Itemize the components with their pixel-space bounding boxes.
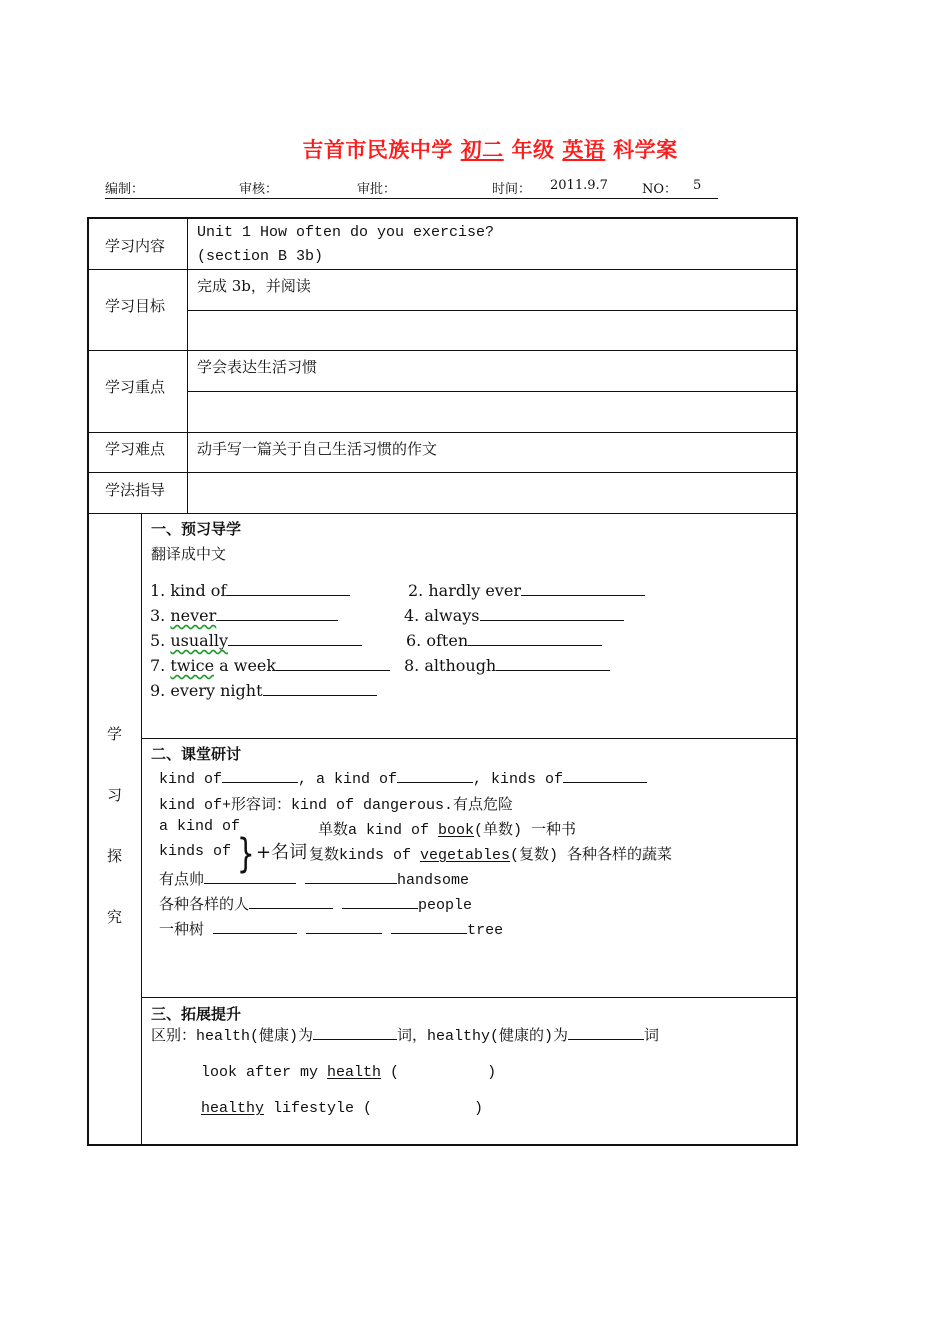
explore-char: 学	[107, 725, 123, 743]
section3-heading: 三、拓展提升	[151, 1005, 242, 1023]
answer-blank[interactable]	[313, 1025, 397, 1040]
table-border-right	[796, 217, 798, 1146]
row-line	[187, 391, 798, 392]
row-line	[87, 472, 798, 473]
answer-blank[interactable]	[228, 631, 362, 646]
vocab-item: 1. kind of	[150, 581, 350, 600]
s2-line2: kind of+形容词：kind of dangerous.有点危险	[159, 797, 514, 814]
row-line	[87, 269, 798, 270]
content-line1: Unit 1 How often do you exercise?	[197, 224, 495, 241]
s2-line3-right: 单数a kind of book(单数) 一种书	[318, 822, 577, 839]
difficulty-text: 动手写一篇关于自己生活习惯的作文	[197, 440, 438, 458]
answer-blank[interactable]	[397, 768, 473, 783]
section-line	[141, 738, 798, 739]
focus-label: 学习重点	[105, 378, 166, 396]
answer-blank[interactable]	[521, 581, 645, 596]
s3-line2: look after my health ( )	[201, 1064, 497, 1081]
explore-divider	[141, 513, 142, 1145]
answer-blank[interactable]	[213, 919, 297, 934]
goal-label: 学习目标	[105, 297, 166, 315]
no-value: 5	[693, 178, 702, 193]
method-label: 学法指导	[105, 481, 166, 499]
answer-blank[interactable]	[468, 631, 602, 646]
answer-blank[interactable]	[263, 681, 377, 696]
answer-blank[interactable]	[391, 919, 467, 934]
row-line	[87, 432, 798, 433]
vocab-item: 5. usually	[150, 631, 362, 650]
section1-instruction: 翻译成中文	[151, 545, 227, 563]
section1-heading: 一、预习导学	[151, 520, 242, 538]
explore-char: 究	[107, 908, 123, 926]
reviewer-label: 审核：	[239, 182, 279, 197]
answer-blank[interactable]	[496, 656, 610, 671]
answer-blank[interactable]	[226, 581, 350, 596]
approver-label: 审批：	[357, 182, 397, 197]
s2-line5: 有点帅 handsome	[159, 868, 469, 889]
vocab-item: 7. twice a week	[150, 656, 390, 675]
content-label: 学习内容	[105, 237, 166, 255]
school-name: 吉首市民族中学	[302, 138, 453, 162]
grade-suffix: 年级	[511, 138, 555, 162]
answer-blank[interactable]	[480, 606, 624, 621]
time-value: 2011.9.7	[550, 178, 608, 193]
section-line	[141, 997, 798, 998]
row-line	[87, 513, 798, 514]
time-label: 时间：	[492, 182, 532, 197]
difficulty-label: 学习难点	[105, 440, 166, 458]
vocab-item: 6. often	[406, 631, 602, 650]
table-border-top	[87, 217, 798, 219]
focus-text: 学会表达生活习惯	[197, 358, 318, 376]
no-label: NO：	[642, 182, 678, 197]
subject-value: 英语	[562, 138, 606, 162]
answer-blank[interactable]	[249, 894, 333, 909]
s2-line3-left: a kind of	[159, 818, 241, 835]
answer-blank[interactable]	[563, 768, 647, 783]
brace-label: +名词	[256, 842, 308, 863]
s3-line3: healthy lifestyle ( )	[201, 1100, 484, 1117]
answer-blank[interactable]	[216, 606, 338, 621]
s2-line4-left: kinds of	[159, 843, 232, 860]
s2-line4-right: 复数kinds of vegetables(复数) 各种各样的蔬菜	[309, 847, 673, 864]
row-line	[87, 350, 798, 351]
answer-blank[interactable]	[276, 656, 390, 671]
brace-symbol: }	[236, 831, 255, 877]
vocab-item: 2. hardly ever	[408, 581, 645, 600]
table-border-bottom	[87, 1144, 798, 1146]
page-title	[0, 134, 950, 164]
answer-blank[interactable]	[305, 869, 397, 884]
editor-label: 编制：	[105, 182, 145, 197]
section2-heading: 二、课堂研讨	[151, 745, 242, 763]
title-suffix: 科学案	[613, 138, 678, 162]
s3-line1: 区别：health(健康)为 词，healthy(健康的)为 词	[151, 1024, 659, 1045]
s2-line1: kind of , a kind of , kinds of	[159, 768, 647, 788]
content-line2: (section B 3b)	[197, 248, 324, 265]
explore-char: 探	[107, 847, 123, 865]
label-divider	[187, 217, 188, 514]
s2-line6: 各种各样的人 people	[159, 893, 472, 914]
answer-blank[interactable]	[204, 869, 296, 884]
vocab-item: 9. every night	[150, 681, 377, 700]
goal-text: 完成 3b，并阅读	[197, 277, 311, 295]
vocab-item: 4. always	[404, 606, 624, 625]
table-border-left	[87, 217, 89, 1146]
answer-blank[interactable]	[342, 894, 418, 909]
answer-blank[interactable]	[568, 1025, 644, 1040]
vocab-item: 3. never	[150, 606, 338, 625]
row-line	[187, 310, 798, 311]
answer-blank[interactable]	[222, 768, 298, 783]
vocab-item: 8. although	[404, 656, 610, 675]
answer-blank[interactable]	[306, 919, 382, 934]
grade-value: 初二	[460, 138, 504, 162]
s2-line7: 一种树 tree	[159, 918, 503, 939]
explore-char: 习	[107, 786, 123, 804]
meta-row	[105, 178, 718, 199]
